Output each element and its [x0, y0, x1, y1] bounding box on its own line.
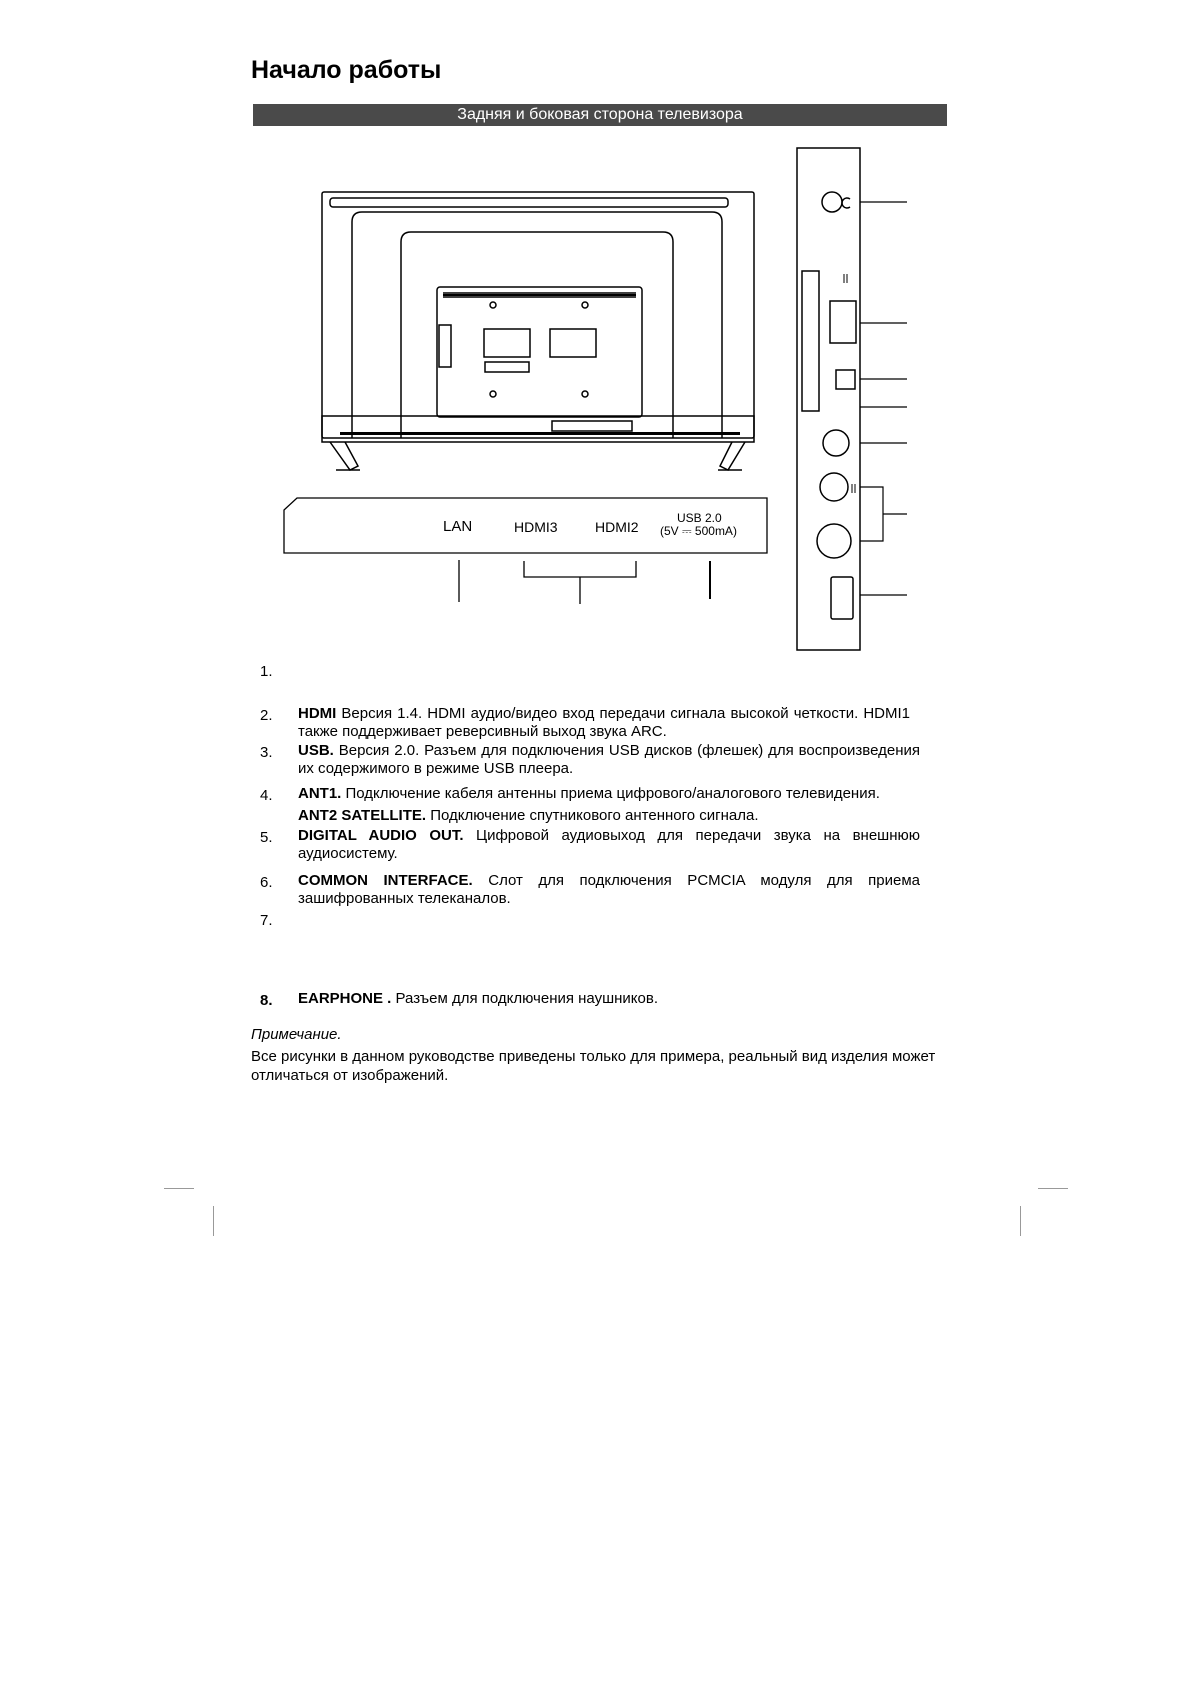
item-text: Подключение кабеля антенны приема цифрового/аналогового телевидения. [341, 785, 880, 802]
usb-label-line2: (5V ⎓ 500mA) [660, 524, 737, 538]
item-title: EARPHONE . [298, 990, 392, 1007]
tv-rear-side-diagram [0, 0, 1190, 660]
ant1-jack-icon [820, 473, 848, 501]
tv-back-top-strip [330, 198, 728, 207]
item-text: Версия 2.0. Разъем для подключения USB дисков (флешек) для воспроизведения их содержимого в режиме USB плеера. [298, 742, 920, 777]
item-number: 5. [260, 829, 273, 846]
item-title: HDMI [298, 705, 337, 722]
item-number: 4. [260, 787, 273, 804]
item-number: 1. [260, 663, 273, 680]
ci-slot-icon [802, 271, 819, 411]
item-number: 6. [260, 874, 273, 891]
side-ports-panel [797, 148, 860, 650]
tv-back-inner-frame [401, 232, 673, 438]
ant2-jack-icon [817, 524, 851, 558]
digital-audio-port-icon [836, 370, 855, 389]
tv-back-panel [437, 287, 642, 417]
tv-back-frame [352, 212, 722, 438]
item-title: COMMON INTERFACE. [298, 872, 473, 889]
note-text: Все рисунки в данном руководстве приведены только для примера, реальный вид изделия может отличаться от изображений. [251, 1048, 936, 1084]
item-number: 2. [260, 707, 273, 724]
crop-mark [1038, 1188, 1068, 1189]
item-text-2: Подключение спутникового антенного сигнала. [426, 807, 759, 824]
crop-mark [164, 1188, 194, 1189]
antenna-callout [860, 487, 907, 541]
note-title: Примечание. [251, 1026, 342, 1043]
item-number: 3. [260, 744, 273, 761]
item-number: 7. [260, 912, 273, 929]
item-text: Цифровой аудиовыход для передачи звука на внешнюю аудиосистему. [298, 827, 921, 862]
right-stand [720, 442, 745, 470]
lan-label: LAN [443, 518, 473, 535]
hdmi1-port-icon [831, 577, 853, 619]
left-stand [330, 442, 358, 470]
tv-back-outline [322, 192, 754, 438]
usb-port-icon [830, 301, 856, 343]
page-title: Начало работы [251, 56, 442, 84]
item-title: ANT1. [298, 785, 342, 802]
item-text: Слот для подключения PCMCIA модуля для приема зашифрованных телеканалов. [298, 872, 920, 907]
item-title: DIGITAL AUDIO OUT. [298, 827, 464, 844]
item-text: Версия 1.4. HDMI аудио/видео вход передачи сигнала высокой четкости. HDMI1 также поддерживает реверсивный выход звука ARC. [298, 705, 910, 740]
crop-mark [213, 1206, 214, 1236]
hdmi-callout [524, 561, 636, 604]
hdmi2-label: HDMI2 [595, 519, 639, 535]
av-jack-icon [823, 430, 849, 456]
earphone-jack-icon [822, 192, 842, 212]
section-header: Задняя и боковая сторона телевизора [253, 104, 947, 126]
item-text: Разъем для подключения наушников. [391, 990, 659, 1007]
item-title: USB. [298, 742, 334, 759]
hdmi3-label: HDMI3 [514, 519, 558, 535]
item-title-2: ANT2 SATELLITE. [298, 807, 427, 824]
usb-label-line1: USB 2.0 [677, 511, 722, 525]
item-number: 8. [260, 992, 273, 1009]
crop-mark [1020, 1206, 1021, 1236]
